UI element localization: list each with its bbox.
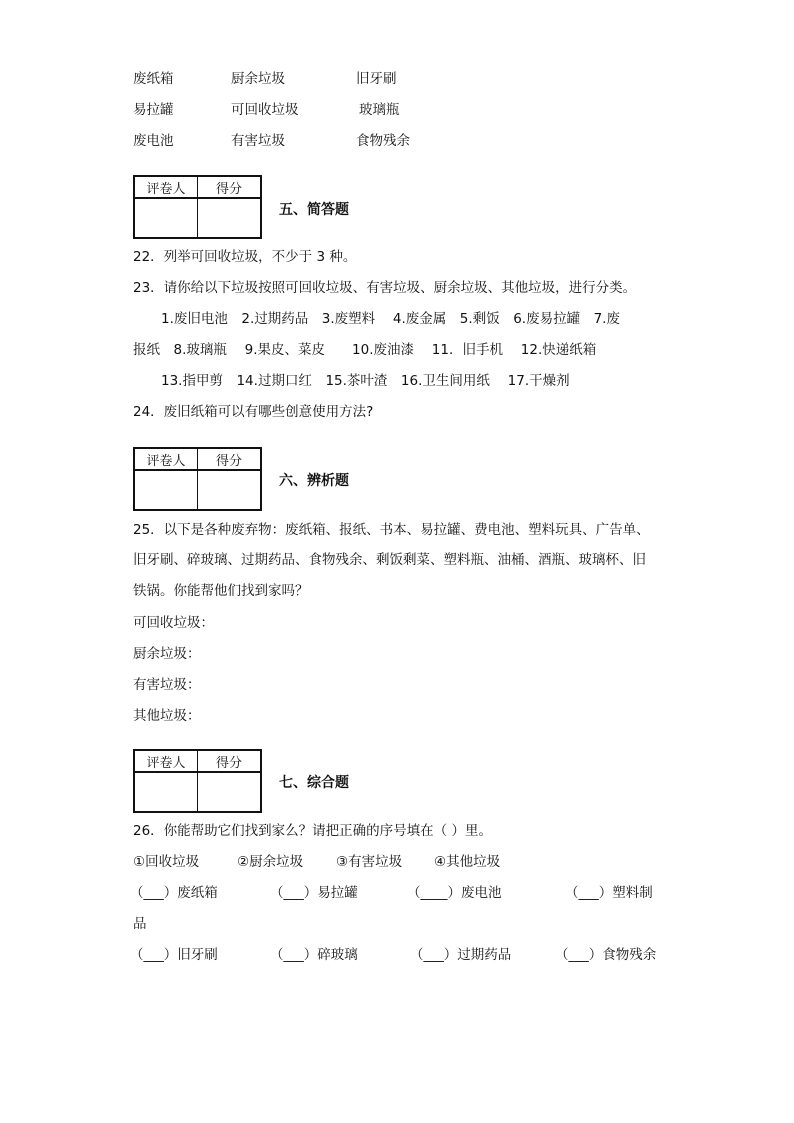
question-option-line: 1.废旧电池 2.过期药品 3.废塑料 4.废金属 5.剩饭 6.废易拉罐 7.废 — [161, 311, 620, 327]
fill-blank-item: （___）塑料制 — [565, 885, 653, 901]
question-option-line: 报纸 8.玻璃瓶 9.果皮、菜皮 10.废油漆 11．旧手机 12.快递纸箱 — [133, 342, 597, 358]
grid-item: 旧牙刷 — [356, 71, 397, 87]
score-table-score-header: 得分 — [198, 448, 262, 470]
grid-item: 废纸箱 — [133, 71, 174, 87]
question-option-line: 13.指甲剪 14.过期口红 15.茶叶渣 16.卫生间用纸 17.干燥剂 — [161, 373, 570, 389]
question-text: 22．列举可回收垃圾，不少于 3 种。 — [133, 249, 357, 265]
score-table-score-header: 得分 — [198, 750, 262, 772]
fill-blank-item: （___）食物残余 — [555, 947, 657, 963]
score-table-grader-cell — [134, 470, 198, 510]
answer-label: 可回收垃圾： — [133, 615, 214, 631]
answer-label: 有害垃圾： — [133, 677, 201, 693]
category-label: ④其他垃圾 — [434, 854, 501, 870]
section-title: 五、简答题 — [279, 202, 349, 218]
fill-blank-item: （___）过期药品 — [410, 947, 512, 963]
fill-blank-item: （___）碎玻璃 — [270, 947, 358, 963]
score-table-score-cell — [198, 470, 262, 510]
fill-blank-item: （___）易拉罐 — [270, 885, 358, 901]
answer-label: 厨余垃圾： — [133, 646, 201, 662]
score-table-score-header: 得分 — [198, 176, 262, 198]
fill-blank-wrap: 品 — [133, 916, 147, 932]
grid-item: 食物残余 — [356, 133, 410, 149]
section-title: 六、辨析题 — [279, 473, 349, 489]
question-text: 23．请你给以下垃圾按照可回收垃圾、有害垃圾、厨余垃圾、其他垃圾，进行分类。 — [133, 280, 637, 296]
score-table-grader-header: 评卷人 — [134, 448, 198, 470]
score-table-score-cell — [198, 198, 262, 238]
question-text: 26．你能帮助它们找到家么？请把正确的序号填在（ ）里。 — [133, 823, 492, 839]
fill-blank-item: （___）旧牙刷 — [130, 947, 218, 963]
grid-item: 玻璃瓶 — [359, 102, 400, 118]
question-text: 25．以下是各种废弃物：废纸箱、报纸、书本、易拉罐、费电池、塑料玩具、广告单、 — [133, 522, 650, 538]
category-label: ①回收垃圾 — [133, 854, 200, 870]
answer-label: 其他垃圾： — [133, 708, 201, 724]
fill-blank-item: （____）废电池 — [407, 885, 502, 901]
score-table-grader-header: 评卷人 — [134, 750, 198, 772]
score-table — [133, 749, 262, 813]
section-title: 七、综合题 — [279, 775, 349, 791]
fill-blank-item: （___）废纸箱 — [130, 885, 218, 901]
score-table-grader-header: 评卷人 — [134, 176, 198, 198]
grid-item: 有害垃圾 — [231, 133, 285, 149]
grid-item: 厨余垃圾 — [231, 71, 285, 87]
category-label: ②厨余垃圾 — [237, 854, 304, 870]
grid-item: 可回收垃圾 — [231, 102, 299, 118]
question-text: 24．废旧纸箱可以有哪些创意使用方法? — [133, 404, 374, 420]
category-label: ③有害垃圾 — [336, 854, 403, 870]
question-text: 旧牙刷、碎玻璃、过期药品、食物残余、剩饭剩菜、塑料瓶、油桶、酒瓶、玻璃杯、旧 — [133, 552, 646, 568]
grid-item: 易拉罐 — [133, 102, 174, 118]
score-table-grader-cell — [134, 772, 198, 812]
score-table — [133, 175, 262, 239]
question-text: 铁锅。你能帮他们找到家吗？ — [133, 583, 309, 599]
score-table-score-cell — [198, 772, 262, 812]
score-table-grader-cell — [134, 198, 198, 238]
grid-item: 废电池 — [133, 133, 174, 149]
score-table — [133, 447, 262, 511]
